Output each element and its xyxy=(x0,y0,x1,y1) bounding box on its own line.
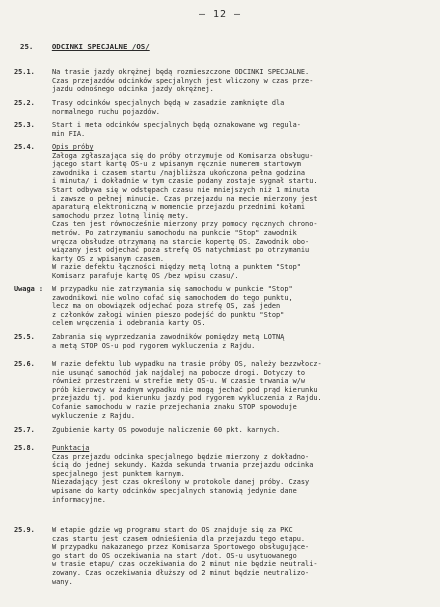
section-number: 25. xyxy=(20,42,34,51)
entry-line: Start odbywa się w odstępach czasu nie mniejszych niż 1 minuta xyxy=(52,185,310,194)
entry-line: aparaturą elektroniczną w momencie przejazdu przednimi kołami xyxy=(52,203,306,212)
entry-line: jącego start kartę OS-u z wpisanym ręcznie numerem startowym xyxy=(52,160,301,169)
entry-line: informacyjne. xyxy=(52,495,106,504)
section-title: ODCINKI SPECJALNE /OS/ xyxy=(51,42,150,51)
entry-subheading: Opis próby xyxy=(52,143,94,151)
entry-line: Komisarz parafuje kartę OS /bez wpisu czasu/. xyxy=(52,271,239,280)
entry-line: min FIA. xyxy=(52,129,86,138)
entry-line: zawodnikowi nie wolno cofać się samochodem do tego punktu, xyxy=(52,293,293,302)
entry-line: wręcza obsłudze otrzymaną na starcie kopertę OS. Zawodnik obo- xyxy=(52,237,310,246)
entry-line: wpisane do karty odcinków specjalnych stanowią jedynie dane xyxy=(52,486,297,495)
entry-line: prób kierowcy w żadnym wypadku nie mogą jechać pod prąd kierunku xyxy=(52,385,318,394)
entry-subheading: Punktacja xyxy=(52,444,90,452)
entry-number: 25.6. xyxy=(14,360,35,368)
entry-line: celem wręczenia i odebrania karty OS. xyxy=(52,319,206,328)
entry-line: i minuta/ i dokładnie w tym czasie podany zostaje sygnał startu. xyxy=(52,177,318,186)
entry-line: W przypadku nie zatrzymania się samochodu w punkcie "Stop" xyxy=(52,285,293,293)
entry-line: wykluczenie z Rajdu. xyxy=(52,411,135,420)
entry-line: czas startu jest czasem odnieśienia dla przejazdu tego etapu. xyxy=(52,534,306,543)
entry-line: W razie defektu łączności między metą lotną a punktem "Stop" xyxy=(52,263,301,272)
entry-line: jazdu odnośnego odcinka jazdy okrężnej. xyxy=(52,85,214,94)
entry-line: Zgubienie karty OS powoduje naliczenie 60 pkt. karnych. xyxy=(52,426,281,434)
entry-line: zawodnika i czasem startu /najbliższa ukończona pełna godzina xyxy=(52,168,306,177)
entry-line: Czas przejazdów odcinków specjalnych jest wliczony w czas prze- xyxy=(52,76,314,85)
entry-number: 25.1. xyxy=(14,68,35,76)
entry-line: samochodu przez lotną linię mety. xyxy=(52,211,189,220)
entry-line: go start do OS oczekiwania na start /dot. OS-u usytuowanego xyxy=(52,551,297,560)
entry-line: W etapie gdzie wg programu start do OS znajduje się za PKC xyxy=(52,526,293,534)
entry-number: 25.8. xyxy=(14,444,35,452)
entry-line: zowany. Czas oczekiwania dłuższy od 2 minut będzie neutralizo- xyxy=(52,568,310,577)
entry-line: Start i meta odcinków specjalnych będą oznakowane wg regula- xyxy=(52,121,301,129)
entry-line: a metą STOP OS-u pod rygorem wykluczenia z Rajdu. xyxy=(52,341,256,350)
entry-line: normalnego ruchu pojazdów. xyxy=(52,107,160,116)
entry-number: 25.4. xyxy=(14,143,35,151)
entry-line: w trasie etapu/ czas oczekiwania do 2 minut nie będzie neutrali- xyxy=(52,560,318,569)
entry-line: i zawsze o pełnej minucie. Czas przejazdu na mecie mierzony jest xyxy=(52,194,318,203)
entry-line: wany. xyxy=(52,577,73,586)
entry-line: przejazdu tj. pod kierunku jazdy pod rygorem wykluczenia z Rajdu. xyxy=(52,394,322,403)
section-heading xyxy=(20,42,150,51)
entry-line: Czas ten jest równocześnie mierzony przy pomocy ręcznych chrono- xyxy=(52,220,318,229)
entry-line: Czas przejazdu odcinka specjalnego będzie mierzony z dokładno- xyxy=(52,452,310,461)
entry-number: 25.3. xyxy=(14,121,35,129)
entry-line: W przypadku nakazanego przez Komisarza Sportowego obsługujące- xyxy=(52,543,310,552)
entry-line: Zabrania się wyprzedzania zawodników pomiędzy metą LOTNĄ xyxy=(52,333,285,341)
entry-number: 25.5. xyxy=(14,333,35,341)
entry-number: Uwaga : xyxy=(14,285,44,293)
entry-number: 25.7. xyxy=(14,426,35,434)
entry-line: Załoga zgłaszająca się do próby otrzymuje od Komisarza obsługu- xyxy=(52,151,314,160)
entry-line: Na trasie jazdy okrężnej będą rozmieszczone ODCINKI SPECJALNE. xyxy=(52,68,310,76)
entry-line: ścią do jednej sekundy. Każda sekunda trwania przejazdu odcinka xyxy=(52,461,314,470)
entry-line: nie usunąć samochód jak najdalej na pobocze drogi. Dotyczy to xyxy=(52,368,306,377)
entry-number: 25.9. xyxy=(14,526,35,534)
entry-line: Cofanie samochodu w razie przejechania znaku STOP spowoduje xyxy=(52,402,297,411)
entry-line: wiązany jest odjechać poza strefę OS natychmiast po otrzymaniu xyxy=(52,246,310,255)
page-number: — 12 — xyxy=(198,9,242,20)
entry-line: lecz ma on obowiązek odjechać poza strefę OS, zaś jeden xyxy=(52,302,281,311)
entry-line: z członków załogi winien pieszo podejść do punktu "Stop" xyxy=(52,310,285,319)
entry-line: specjalnego jest punktem karnym. xyxy=(52,469,185,478)
entry-line: karty OS z wpisanym czasem. xyxy=(52,254,165,263)
entry-line: Niezadający jest czas określony w protokole danej próby. Czasy xyxy=(52,478,310,487)
entry-line: metrów. Po zatrzymaniu samochodu na punkcie "Stop" zawodnik xyxy=(52,228,297,237)
entry-line: Trasy odcinków specjalnych będą w zasadzie zamknięte dla xyxy=(52,99,285,107)
entry-line: również przestrzeni w strefie mety OS-u. W czasie trwania w/w xyxy=(52,377,306,386)
entry-line: W razie defektu lub wypadku na trasie próby OS, należy bezzwłocz- xyxy=(52,360,322,368)
entry-number: 25.2. xyxy=(14,99,35,107)
